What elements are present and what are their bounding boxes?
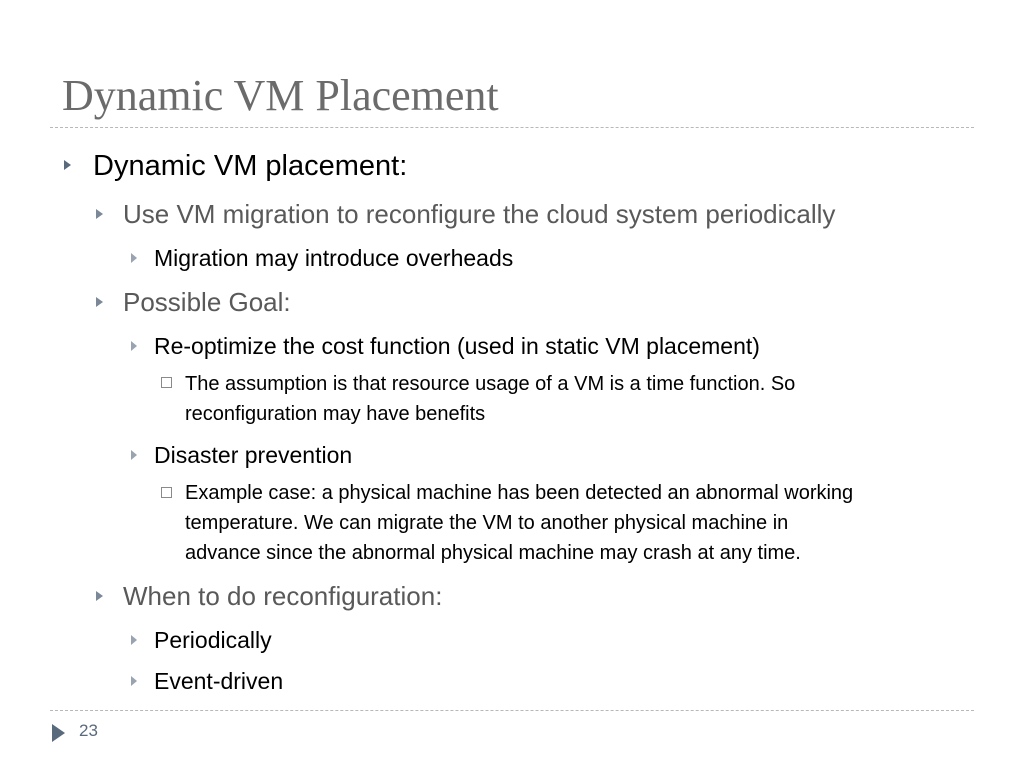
bullet-triangle-icon bbox=[131, 450, 137, 460]
bullet-level4-line: temperature. We can migrate the VM to another physical machine in bbox=[185, 512, 789, 534]
bullet-triangle-icon bbox=[96, 297, 103, 307]
bullet-triangle-icon bbox=[64, 160, 71, 170]
page-number: 23 bbox=[79, 721, 98, 740]
bullet-level3: Event-driven bbox=[154, 668, 284, 694]
bullet-triangle-icon bbox=[131, 341, 137, 351]
bullet-level4-line: The assumption is that resource usage of a VM is a time function. So bbox=[185, 373, 796, 395]
square-bullet-icon bbox=[161, 377, 172, 388]
bullet-triangle-icon bbox=[131, 635, 137, 645]
footer-divider bbox=[50, 710, 974, 711]
bullet-level1: Dynamic VM placement: bbox=[93, 150, 408, 182]
bullet-triangle-icon bbox=[131, 253, 137, 263]
bullet-level3: Periodically bbox=[154, 627, 272, 653]
bullet-level3: Migration may introduce overheads bbox=[154, 245, 514, 271]
bullet-level3: Re-optimize the cost function (used in static VM placement) bbox=[154, 333, 760, 359]
bullet-level4-line: advance since the abnormal physical machine may crash at any time. bbox=[185, 542, 801, 564]
bullet-level4-line: Example case: a physical machine has been detected an abnormal working bbox=[185, 482, 854, 504]
bullet-level4-line: reconfiguration may have benefits bbox=[185, 403, 486, 425]
bullet-level2: Use VM migration to reconfigure the cloud system periodically bbox=[123, 199, 836, 229]
title-divider bbox=[50, 127, 974, 128]
bullet-triangle-icon bbox=[96, 591, 103, 601]
bullet-level3: Disaster prevention bbox=[154, 442, 353, 468]
bullet-level2: Possible Goal: bbox=[123, 287, 291, 317]
bullet-triangle-icon bbox=[96, 209, 103, 219]
bullet-triangle-icon bbox=[131, 676, 137, 686]
footer-triangle-icon bbox=[52, 724, 65, 742]
bullet-level2: When to do reconfiguration: bbox=[123, 581, 443, 611]
square-bullet-icon bbox=[161, 487, 172, 498]
slide-title: Dynamic VM Placement bbox=[62, 71, 499, 120]
